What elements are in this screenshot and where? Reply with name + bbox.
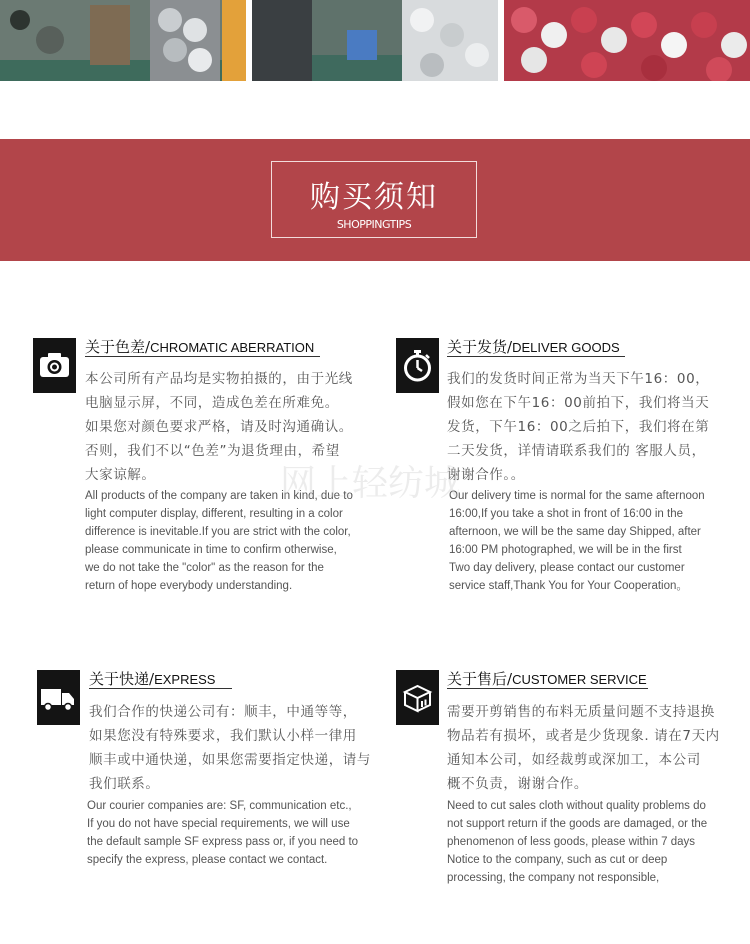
text-line: 发货，下午16：00之后拍下，我们将在第 [447,419,710,435]
text-line: 概不负责，谢谢合作。 [447,776,588,792]
text-line: not support return if the goods are damaged, or the [447,818,708,830]
color-heading-cn: 关于色差/ [85,338,151,356]
warehouse-photo-1 [0,0,246,81]
service-cn-text [447,700,747,796]
site-watermark: 网上轻纺城 [280,463,461,504]
text-line: 二天发货，详情请联系我们的 客服人员， [447,443,706,459]
text-line: All products of the company are taken in kind, due to [85,490,353,502]
camera-icon [33,338,76,393]
text-line: 通知本公司，如经裁剪或深加工，本公司 [447,752,701,768]
text-line: return of hope everybody understanding. [85,580,293,592]
text-line: 电脑显示屏，不同，造成色差在所难免。 [85,395,339,411]
banner-frame [271,161,477,238]
warehouse-photo-2 [252,0,498,81]
text-line: 本公司所有产品均是实物拍摄的，由于光线 [85,371,353,387]
warehouse-photo-strip [0,0,750,81]
text-line: 顺丰或中通快递，如果您需要指定快递，请与 [89,752,371,768]
express-cn-text [89,700,389,796]
text-line: 16:00,If you take a shot in front of 16:00 in the [449,508,683,520]
text-line: specify the express, please contact we contact. [87,854,328,866]
text-line: please communicate in time to confirm otherwise, [85,544,337,556]
service-heading-en: CUSTOMER SERVICE [512,672,647,687]
text-line: If you do not have special requirements, we will use [87,818,350,830]
text-line: difference is inevitable.If you are strict with the color, [85,526,351,538]
service-en-text [447,797,747,893]
deliver-cn-text [447,367,747,487]
text-line: phenomenon of less goods, please within 7 days [447,836,696,848]
text-line: we do not take the "color" as the reason for the [85,562,324,574]
text-line: processing, the company not responsible, [447,872,660,884]
express-en-text [87,797,387,869]
text-line: Two day delivery, please contact our customer [449,562,685,574]
text-line: Our courier companies are: SF, communication etc., [87,800,352,812]
text-line: Our delivery time is normal for the same afternoon [449,490,705,502]
text-line: 大家谅解。 [85,467,156,483]
text-line: 假如您在下午16：00前拍下，我们将当天 [447,395,710,411]
text-line: 我们的发货时间正常为当天下午16：00， [447,371,710,387]
color-heading-en: CHROMATIC ABERRATION [150,340,315,355]
text-line: 需要开剪销售的布料无质量问题不支持退换 [447,704,715,720]
text-line: 16:00 PM photographed, we will be in the first [449,544,682,556]
text-line: 否则，我们不以“色差”为退货理由，希望 [85,443,340,459]
service-heading-cn: 关于售后/ [447,670,513,688]
text-line: 物品若有损坏，或者是少货现象. 请在7天内 [447,728,720,744]
warehouse-photo-3 [504,0,750,81]
text-line: 我们合作的快递公司有：顺丰，中通等等， [89,704,357,720]
deliver-heading-cn: 关于发货/ [447,338,513,356]
deliver-en-text [449,487,747,595]
text-line: 我们联系。 [89,776,160,792]
deliver-heading [447,336,625,357]
color-heading [85,336,320,357]
text-line: 如果您没有特殊要求，我们默认小样一律用 [89,728,357,744]
shopping-tips-banner [0,139,750,261]
text-line: 谢谢合作。。 [447,467,525,483]
banner-subtitle: SHOPPINGTIPS [336,218,412,231]
text-line: the default sample SF express pass or, if you need to [87,836,359,848]
box-icon [396,670,439,725]
stopwatch-icon [396,338,439,393]
text-line: light computer display, different, resulting in a color [85,508,343,520]
text-line: afternoon, we will be the same day Shipped, after [449,526,701,538]
express-heading-en: EXPRESS [154,672,216,687]
service-heading [447,668,648,689]
text-line: Need to cut sales cloth without quality problems do [447,800,706,812]
text-line: 如果您对颜色要求严格，请及时沟通确认。 [85,419,353,435]
text-line: Notice to the company, such as cut or deep [447,854,668,866]
text-line: service staff,Thank You for Your Cooperation。 [449,580,688,592]
express-heading-cn: 关于快递/ [89,670,155,688]
truck-icon [37,670,80,725]
deliver-heading-en: DELIVER GOODS [512,340,620,355]
banner-title: 购买须知 [310,180,438,215]
express-heading [89,668,232,689]
